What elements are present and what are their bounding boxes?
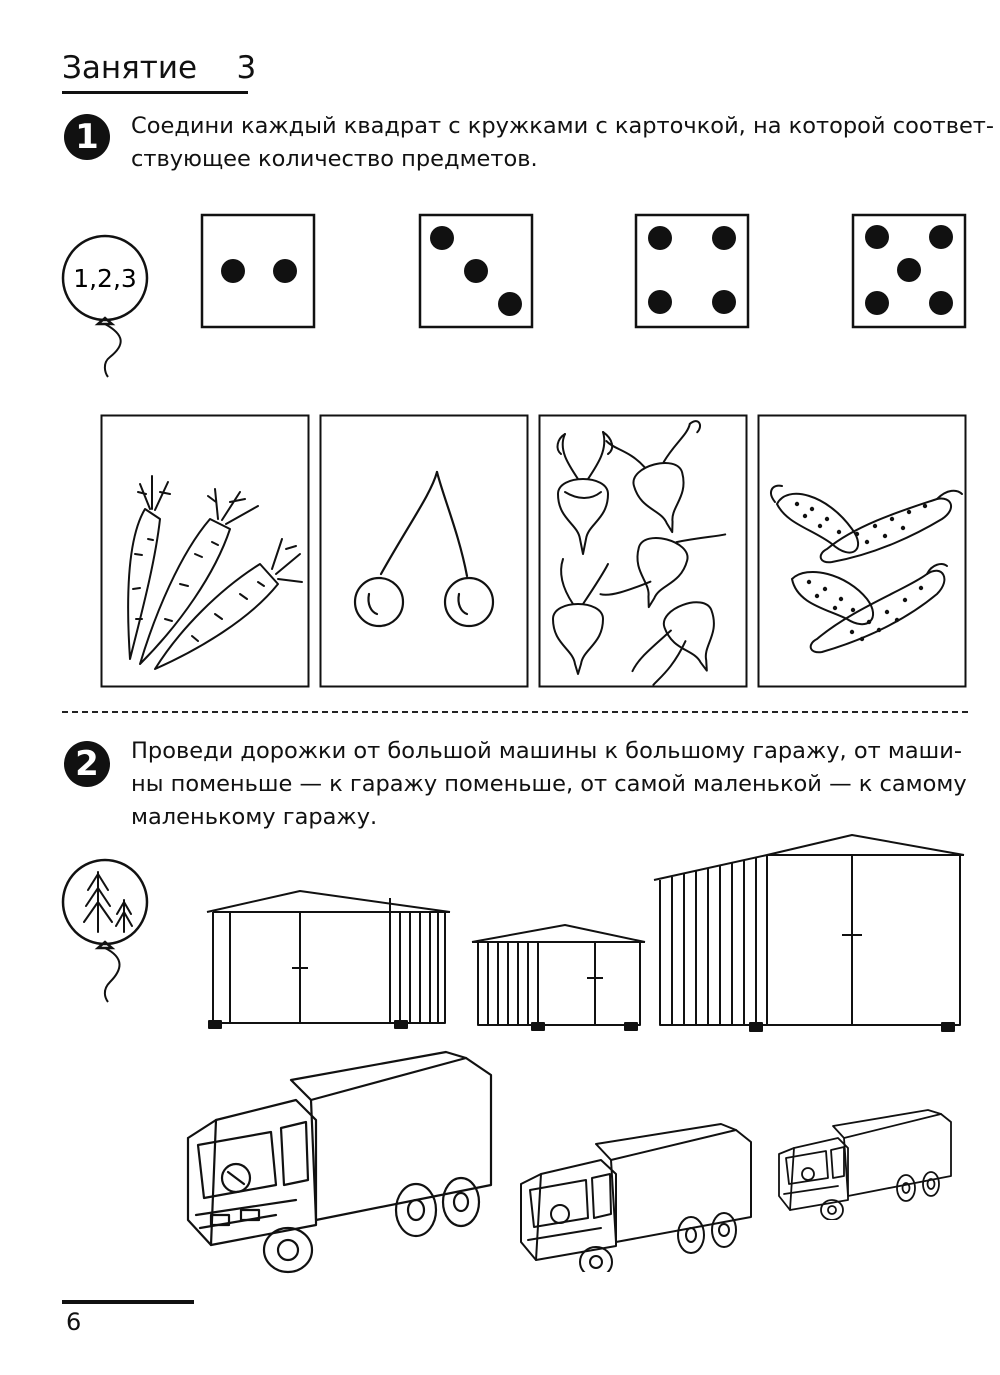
task-2-text-line: ны поменьше — к гаражу поменьше, от самой маленькой — к самому	[131, 771, 967, 797]
dice-dot	[221, 259, 245, 283]
task-1-number-badge: 1	[64, 114, 110, 160]
garage-medium[interactable]	[205, 888, 455, 1033]
task-2-text-line: Проведи дорожки от большой машины к большому гаражу, от маши-	[131, 738, 962, 764]
title-underline	[62, 91, 248, 94]
wheel	[264, 1228, 312, 1272]
dice-dot	[430, 226, 454, 250]
dice-square-four[interactable]	[634, 213, 752, 329]
truck-medium[interactable]	[516, 1122, 756, 1272]
garage-large[interactable]	[652, 830, 967, 1035]
wheel	[897, 1175, 915, 1201]
task-1-text-line: Соедини каждый квадрат с кружками с карточкой, на которой соответ-	[131, 113, 995, 139]
card-cucumbers[interactable]	[757, 414, 967, 688]
truck-large[interactable]	[176, 1050, 496, 1275]
dice-dot	[712, 226, 736, 250]
task-2-text-line: маленькому гаражу.	[131, 804, 378, 830]
fir-trees-balloon-icon	[60, 852, 160, 1012]
section-divider	[62, 711, 968, 713]
fir-trees-icon	[84, 872, 132, 932]
wheel	[396, 1184, 436, 1236]
wheel	[712, 1213, 736, 1247]
dice-dot	[273, 259, 297, 283]
dice-dot	[648, 226, 672, 250]
task-1-text	[131, 110, 994, 176]
page-number-rule	[62, 1300, 194, 1304]
dice-dot	[648, 290, 672, 314]
wheel	[678, 1217, 704, 1253]
dice-square-two[interactable]	[200, 213, 318, 329]
task-2-text	[131, 735, 967, 834]
task-2-number-badge: 2	[64, 741, 110, 787]
dice-square-three[interactable]	[418, 213, 536, 329]
wheel	[923, 1172, 939, 1196]
balloon-label: 1,2,3	[73, 264, 137, 293]
garage-small[interactable]	[470, 920, 650, 1035]
dice-dot	[929, 291, 953, 315]
card-turnips[interactable]	[538, 414, 748, 688]
dice-dot	[865, 291, 889, 315]
card-cherries[interactable]	[319, 414, 529, 688]
dice-dot	[929, 225, 953, 249]
page-number: 6	[66, 1308, 82, 1336]
card-carrots[interactable]	[100, 414, 310, 688]
counting-balloon-icon	[60, 225, 160, 385]
dice-dot	[464, 259, 488, 283]
task-1-text-line: ствующее количество предметов.	[131, 146, 538, 172]
dice-dot	[865, 225, 889, 249]
dice-dot	[897, 258, 921, 282]
truck-small[interactable]	[776, 1108, 956, 1220]
wheel	[443, 1178, 479, 1226]
wheel	[580, 1247, 612, 1272]
dice-dot	[712, 290, 736, 314]
dice-dot	[498, 292, 522, 316]
dice-square-five[interactable]	[851, 213, 969, 329]
lesson-title: Занятие 3	[62, 50, 257, 86]
